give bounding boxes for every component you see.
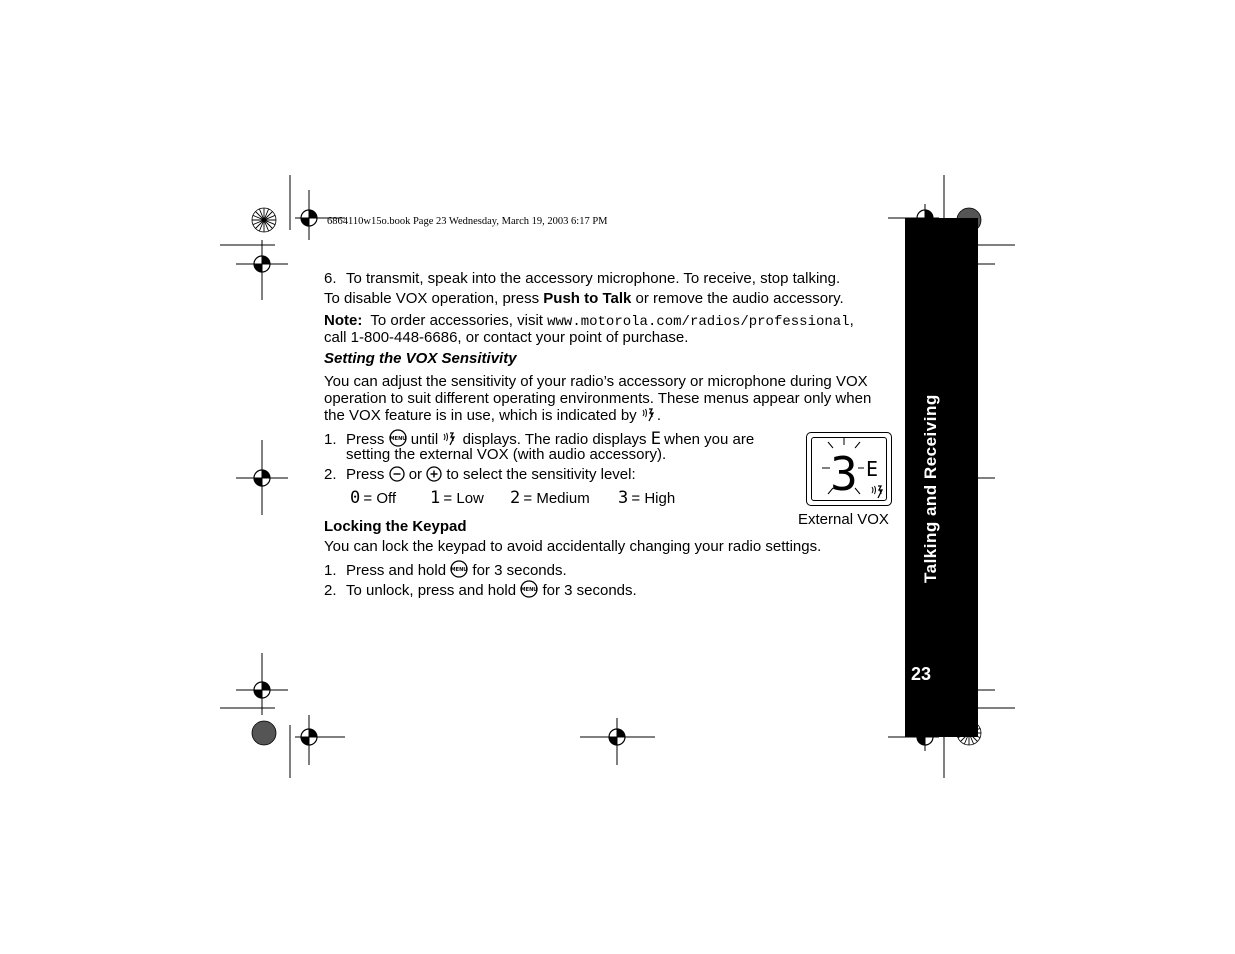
- vox-paragraph-line-2: operation to suit different operating environments. These menus appear only when: [324, 390, 872, 407]
- menu-button-icon: [389, 429, 407, 447]
- vox-step-2: 2. Press or to select the sensitivity level:: [324, 466, 636, 483]
- menu-button-icon: [520, 580, 538, 598]
- accessories-url[interactable]: www.motorola.com/radios/professional: [547, 314, 850, 330]
- note-paragraph: Note: To order accessories, visit www.motorola.com/radios/professional,: [324, 312, 854, 330]
- page-number: 23: [911, 664, 932, 684]
- vox-icon: [442, 431, 458, 447]
- vox-paragraph-line-3: the VOX feature is in use, which is indicated by .: [324, 407, 662, 424]
- svg-text:MENU: MENU: [520, 587, 538, 593]
- lcd-digit: 3: [830, 447, 858, 501]
- segment-e: E: [650, 429, 660, 449]
- locking-paragraph: You can lock the keypad to avoid accidentally changing your radio settings.: [324, 538, 822, 555]
- step-6: 6. To transmit, speak into the accessory microphone. To receive, stop talking.: [324, 270, 841, 287]
- svg-text:MENU: MENU: [389, 436, 406, 442]
- sensitivity-level-high: 3 = High: [618, 488, 676, 508]
- locking-keypad-heading: Locking the Keypad: [324, 518, 467, 535]
- push-to-talk-label: Push to Talk: [543, 290, 632, 307]
- sensitivity-level-medium: 2 = Medium: [510, 488, 590, 508]
- vox-icon: [641, 407, 657, 423]
- plus-button-icon: [426, 466, 442, 482]
- vox-paragraph-line-1: You can adjust the sensitivity of your radio’s accessory or microphone during VOX: [324, 373, 868, 390]
- section-title: Talking and Receiving: [921, 394, 940, 583]
- sensitivity-level-low: 1 = Low: [430, 488, 484, 508]
- note-line-2: call 1-800-448-6686, or contact your point of purchase.: [324, 329, 689, 346]
- svg-text:MENU: MENU: [450, 567, 468, 573]
- lcd-letter: E: [865, 457, 879, 481]
- minus-button-icon: [389, 466, 405, 482]
- figure-caption: External VOX: [798, 511, 889, 528]
- vox-sensitivity-heading: Setting the VOX Sensitivity: [324, 350, 517, 367]
- disable-vox-paragraph: To disable VOX operation, press Push to Talk or remove the audio accessory.: [324, 290, 844, 307]
- sensitivity-level-off: 0 = Off: [350, 488, 397, 508]
- lock-step-2: 2. To unlock, press and hold MENU for 3 seconds.: [324, 582, 637, 599]
- vox-step-1-line-2: setting the external VOX (with audio accessory).: [346, 446, 667, 463]
- lcd-vox-icon: [872, 486, 882, 498]
- lock-step-1: 1. Press and hold MENU for 3 seconds.: [324, 562, 567, 579]
- menu-button-icon: [450, 560, 468, 578]
- vox-step-1: 1. Press MENU until displays. The radio displays E when you are: [324, 429, 755, 449]
- file-info-header: 6864110w15o.book Page 23 Wednesday, March 19, 2003 6:17 PM: [327, 216, 608, 227]
- section-sidebar: [905, 218, 978, 737]
- lcd-graphics: [806, 432, 892, 506]
